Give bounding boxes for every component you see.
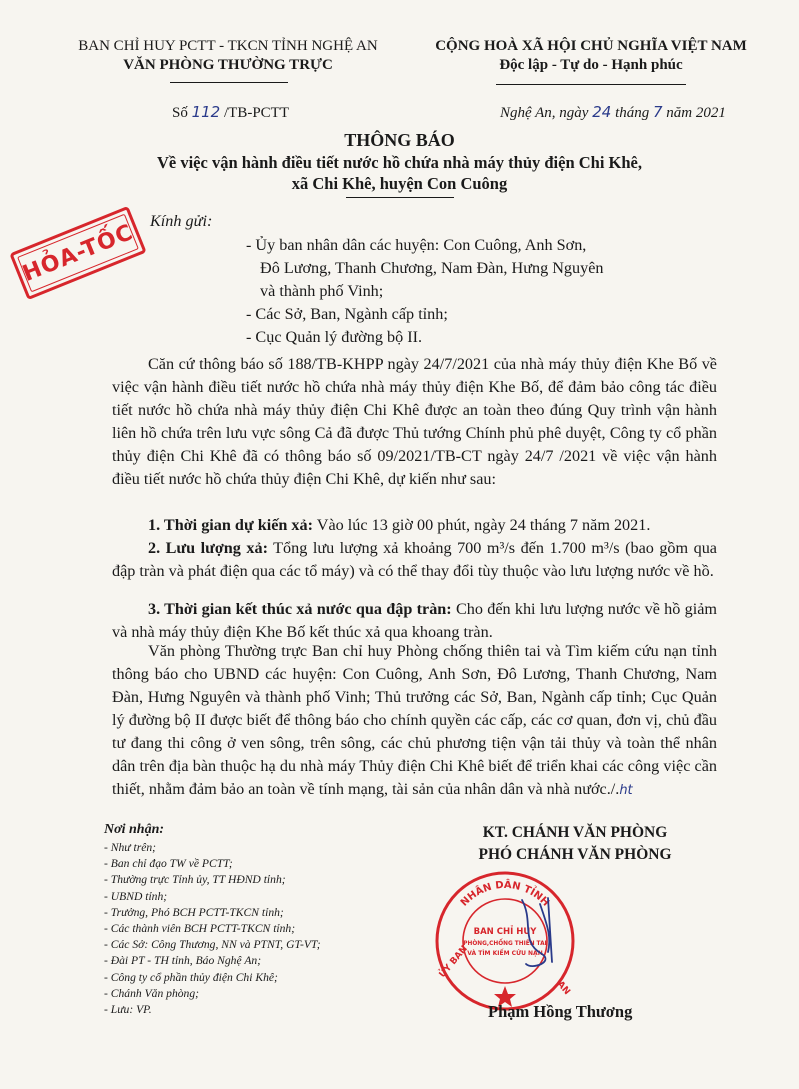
- paragraph-handwritten-mark: ht: [619, 783, 633, 798]
- agency-name: [58, 38, 398, 74]
- body-paragraph-2: [112, 640, 717, 802]
- date-prefix: Nghệ An, ngày: [500, 105, 589, 121]
- salutation-recipient-1: - Ủy ban nhân dân các huyện: Con Cuông, Anh Sơn,: [246, 236, 587, 254]
- seal-outer-right: AN: [554, 979, 572, 998]
- recipient-item: - UBND tỉnh;: [104, 889, 168, 903]
- seal-outer-left: ỦY BAN: [437, 944, 470, 980]
- agency-underline: [170, 82, 288, 83]
- document-number: [172, 103, 289, 122]
- agency-line1: BAN CHỈ HUY PCTT - TKCN TỈNH NGHỆ AN: [78, 38, 378, 54]
- handwritten-signature: [512, 892, 572, 976]
- recipient-item: - Công ty cổ phần thủy điện Chi Khê;: [104, 970, 278, 984]
- seal-inner-2: PHÒNG,CHỐNG THIÊN TAI: [463, 941, 547, 947]
- title-underline: [346, 197, 454, 198]
- signature-line-2: PHÓ CHÁNH VĂN PHÒNG: [478, 846, 672, 863]
- item-2: [112, 537, 717, 583]
- item-3-label: 3. Thời gian kết thúc xả nước qua đập tràn:: [148, 600, 452, 618]
- day-handwritten: 24: [592, 103, 612, 121]
- year-text: năm 2021: [666, 105, 726, 121]
- item-3-text: Cho đến khi lưu lượng nước về hồ giảm và nhà máy thủy điện Khe Bố kết thúc xả qua khoang tràn.: [112, 600, 717, 641]
- signer-name: Phạm Hồng Thương: [488, 1002, 633, 1021]
- item-2-text: Tổng lưu lượng xả khoảng 700 m³/s đến 1.700 m³/s (bao gồm qua đập tràn và phát điện qua các tổ máy) và có thể thay đổi tùy thuộc vào lưu lượng nước về hồ.: [112, 539, 717, 580]
- recipients-title: Nơi nhận:: [104, 822, 165, 837]
- recipient-item: - Ban chỉ đạo TW về PCTT;: [104, 857, 233, 871]
- number-handwritten: 112: [191, 103, 221, 121]
- item-1: [112, 514, 717, 537]
- salutation-recipient-5: - Cục Quản lý đường bộ II.: [246, 328, 423, 346]
- salutation-recipient-3: và thành phố Vinh;: [260, 282, 384, 300]
- month-handwritten: 7: [652, 103, 663, 121]
- item-2-label: 2. Lưu lượng xả:: [148, 539, 268, 557]
- national-header: [412, 38, 770, 74]
- item-1-text: Vào lúc 13 giờ 00 phút, ngày 24 tháng 7 năm 2021.: [313, 516, 651, 534]
- national-motto: Độc lập - Tự do - Hạnh phúc: [499, 57, 683, 73]
- signature-title: [430, 824, 720, 864]
- signature-line-1: KT. CHÁNH VĂN PHÒNG: [482, 824, 668, 841]
- month-label: tháng: [615, 105, 650, 121]
- agency-line2: VĂN PHÒNG THƯỜNG TRỰC: [123, 57, 333, 73]
- seal-inner-3: VÀ TÌM KIẾM CỨU NẠN: [467, 950, 543, 957]
- recipient-item: - Trưởng, Phó BCH PCTT-TKCN tỉnh;: [104, 905, 284, 919]
- recipient-item: - Các thành viên BCH PCTT-TKCN tỉnh;: [104, 922, 296, 936]
- recipient-item: - Như trên;: [104, 841, 157, 854]
- recipient-item: - Các Sở: Công Thương, NN và PTNT, GT-VT;: [104, 938, 321, 952]
- recipients-block: [104, 822, 321, 1018]
- body-paragraph-1-text: Căn cứ thông báo số 188/TB-KHPP ngày 24/7/2021 của nhà máy thủy điện Khe Bố về việc vận hành điều tiết nước hồ chứa nhà máy thủy điện Khe Bố, để đảm bảo công tác điều tiết nước hồ chứa nhà máy thủy điện Chi Khê được an toàn theo đúng Quy trình vận hành liên hồ chứa trên lưu vực sông Cả đã được Thủ tướng Chính phủ phê duyệt, Công ty cổ phần thủy điện Chi Khê đã có thông báo số 09/2021/TB-CT ngày 24/7 /2021 về việc vận hành điều tiết nước hồ chứa thủy điện Chi Khê, dự kiến như sau:: [112, 355, 717, 488]
- recipient-item: - Thường trực Tỉnh ủy, TT HĐND tỉnh;: [104, 873, 286, 887]
- document-subtitle-1: Về việc vận hành điều tiết nước hồ chứa nhà máy thủy điện Chi Khê,: [156, 153, 643, 172]
- item-3: [112, 598, 717, 644]
- item-1-label: 1. Thời gian dự kiến xả:: [148, 516, 314, 534]
- recipient-item: - Đài PT - TH tỉnh, Báo Nghệ An;: [104, 954, 262, 968]
- recipient-item: - Lưu: VP.: [104, 1003, 152, 1017]
- document-subtitle-2: xã Chi Khê, huyện Con Cuông: [291, 174, 508, 193]
- salutation-recipient-2: Đô Lương, Thanh Chương, Nam Đàn, Hưng Nguyên: [260, 259, 604, 277]
- urgent-stamp: HỎA-TỐC: [9, 206, 146, 300]
- number-prefix: Số: [172, 105, 188, 121]
- salutation-recipient-4: - Các Sở, Ban, Ngành cấp tỉnh;: [246, 305, 448, 323]
- document-title: THÔNG BÁO: [344, 130, 455, 150]
- recipient-item: - Chánh Văn phòng;: [104, 986, 199, 1000]
- salutation-label: Kính gửi:: [150, 212, 213, 230]
- number-suffix: /TB-PCTT: [223, 105, 289, 121]
- motto-underline: [496, 84, 686, 85]
- country-name: CỘNG HOÀ XÃ HỘI CHỦ NGHĨA VIỆT NAM: [435, 38, 747, 54]
- body-paragraph-1: [112, 353, 717, 491]
- body-paragraph-2-text: Văn phòng Thường trực Ban chỉ huy Phòng chống thiên tai và Tìm kiếm cứu nạn tỉnh thông báo cho UBND các huyện: Con Cuông, Anh Sơn, Đô Lương, Thanh Chương, Nam Đàn, Hưng Nguyên và thành phố Vinh; Thủ trưởng các Sở, Ban, Ngành cấp tỉnh; Cục Quản lý đường bộ II được biết để thông báo cho chính quyền các cấp, các cơ quan, đơn vị, chủ đầu tư đang thi công ở ven sông, trên sông, các chủ phương tiện vận tải thủy và toàn thể nhân dân trên địa bàn thuộc hạ du nhà máy Thủy điện Chi Khê biết để triển khai các công việc cần thiết, nhằm đảm bảo an toàn về tính mạng, tài sản của nhân dân và nhà nước./.: [112, 642, 717, 798]
- seal-outer-top: NHÂN DÂN TỈNH: [458, 879, 552, 909]
- document-date: [500, 103, 726, 122]
- seal-inner-1: BAN CHỈ HUY: [473, 927, 537, 937]
